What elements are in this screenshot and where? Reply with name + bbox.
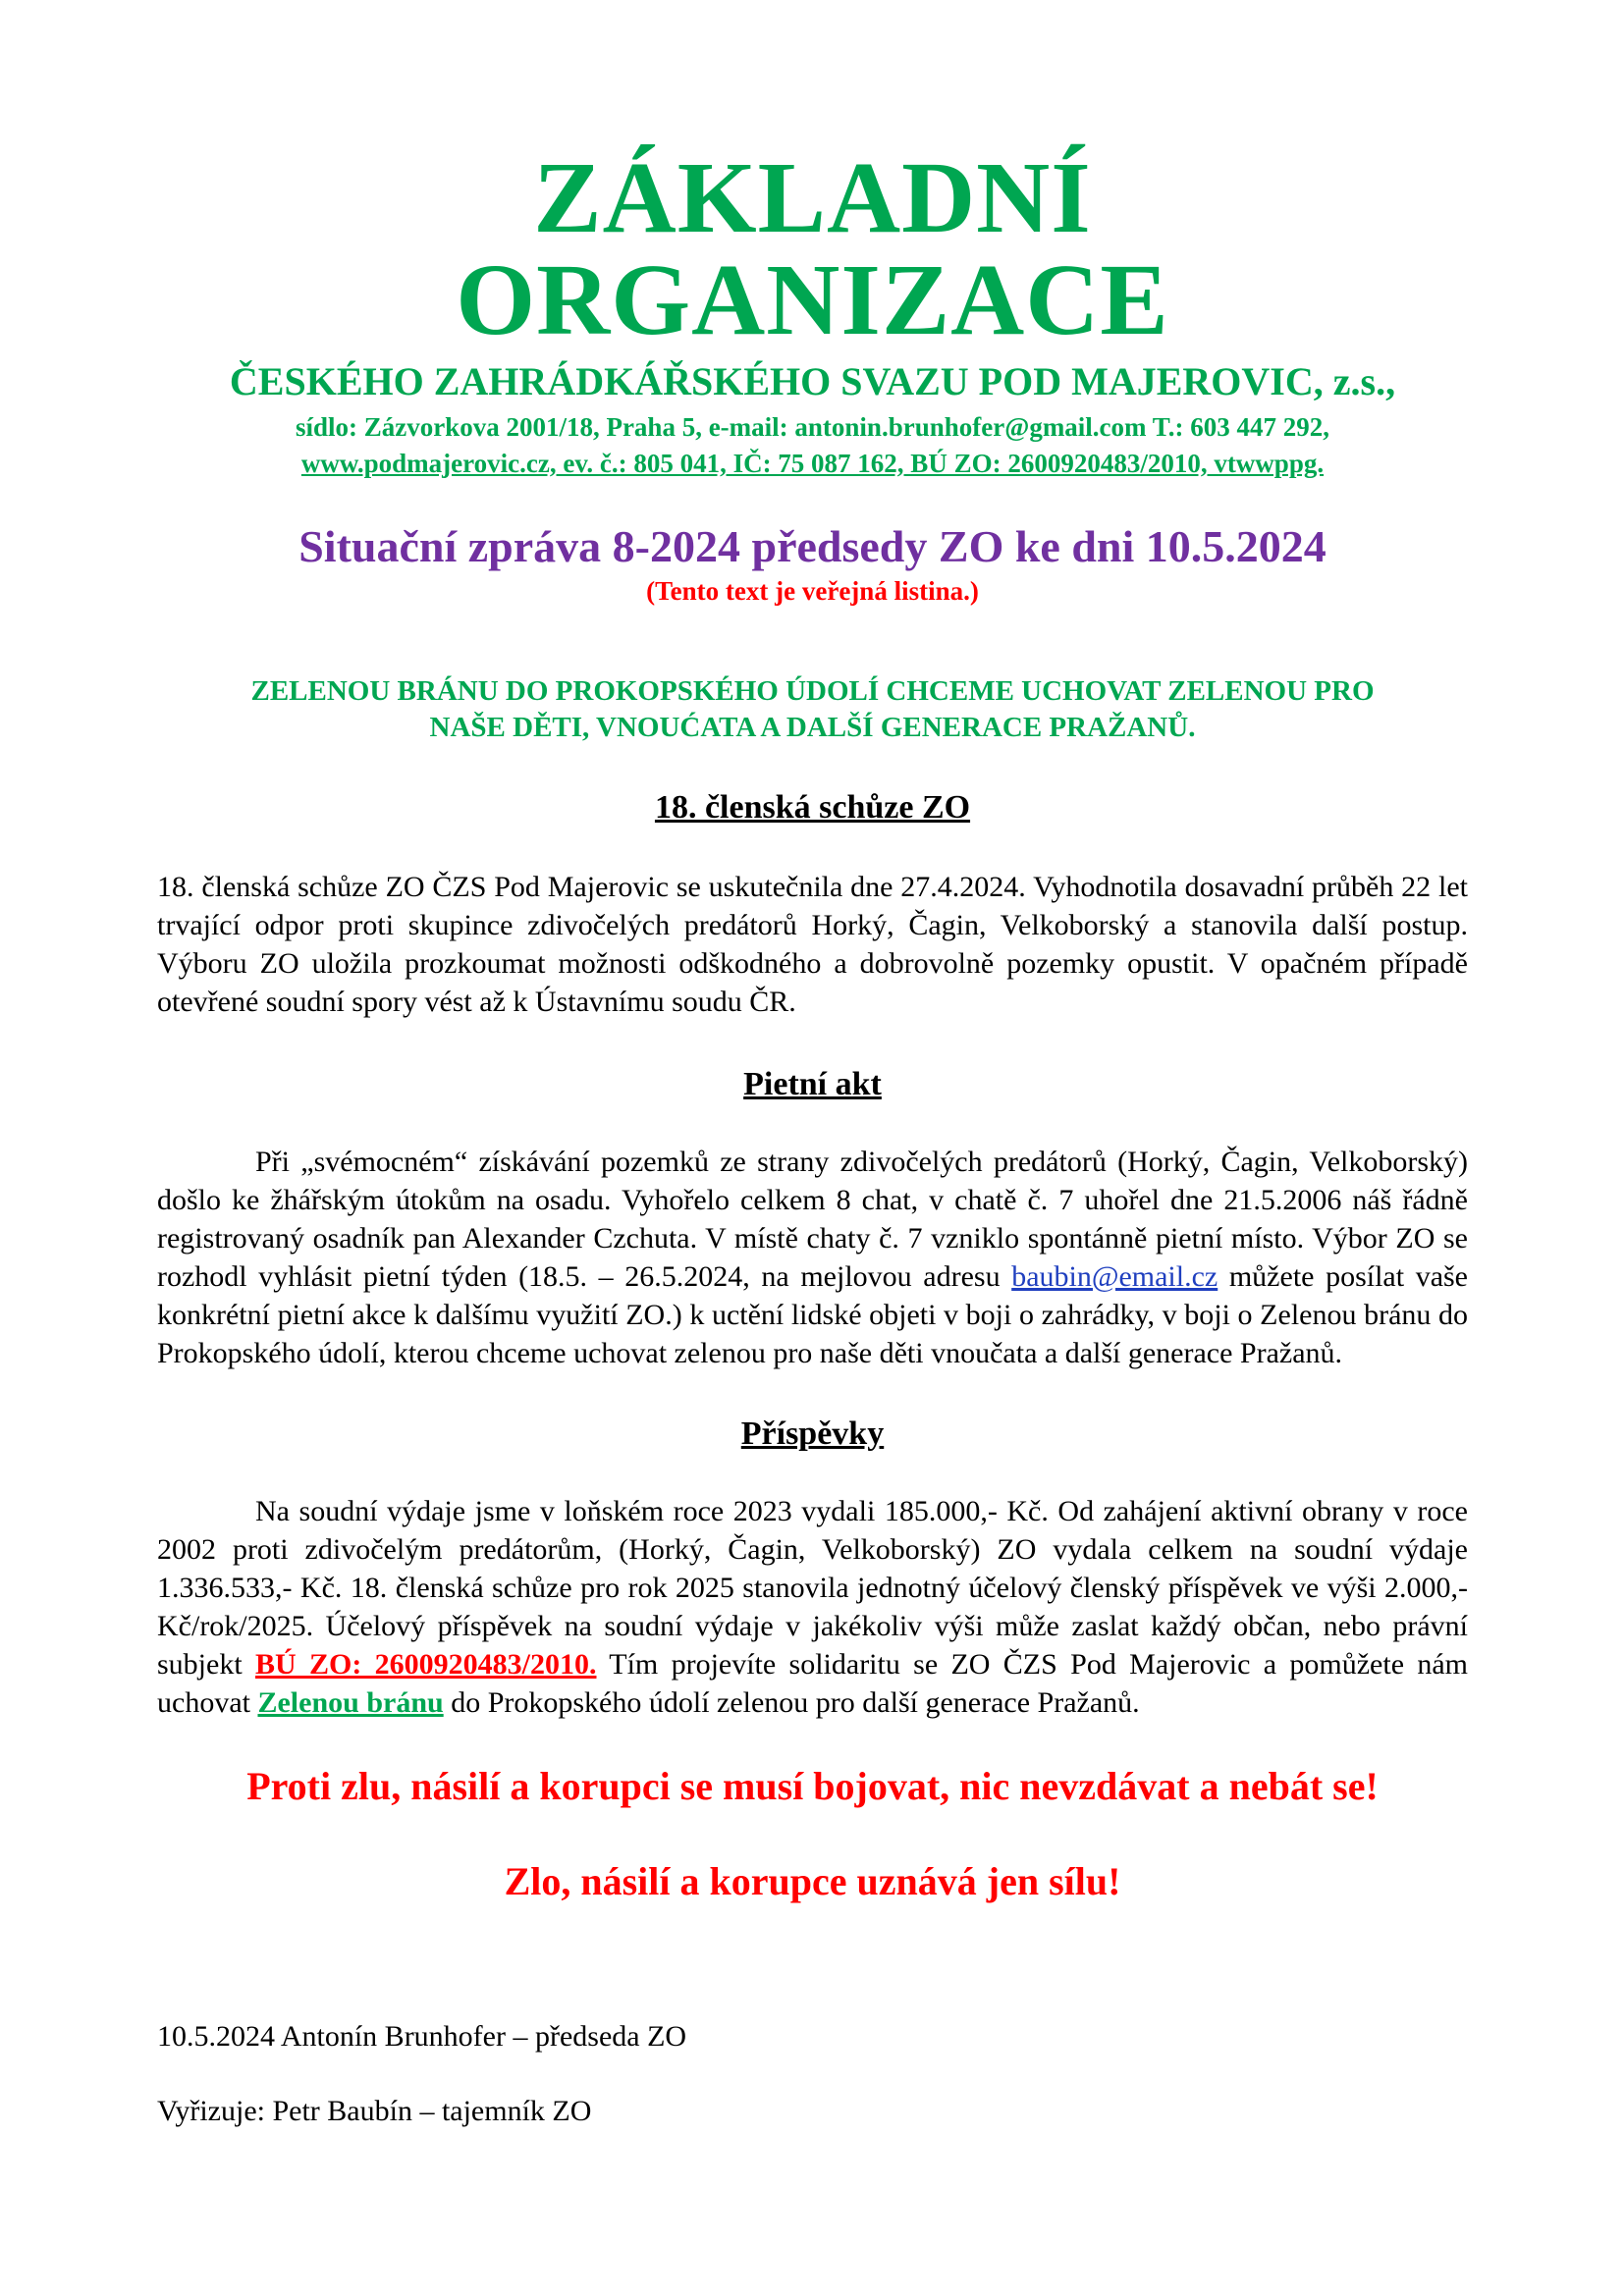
public-document-note: (Tento text je veřejná listina.) bbox=[646, 575, 979, 606]
registry-line-link[interactable]: www.podmajerovic.cz, ev. č.: 805 041, IČ: 75 087 162, BÚ ZO: 2600920483/2010, vtwwppg. bbox=[300, 449, 1325, 479]
contributions-text-before: Na soudní výdaje jsme v loňském roce 2023 vydali 185.000,- Kč. Od zahájení aktivní obrany v roce 2002 proti zdivočelým predátorům, (Horký, Čagin, Velkoborský) ZO vydala celkem na soudní výdaje 1.336.533,- Kč. 18. členská schůze pro rok 2025 stanovila jednotný účelový členský příspěvek ve výši 2.000,- Kč/rok/2025. Účelový příspěvek na soudní výdaje v jakékoliv výši může zaslat každý občan, nebo právní subjekt bbox=[157, 1495, 1468, 1681]
contributions-paragraph bbox=[157, 1492, 1468, 1722]
org-subtitle: ČESKÉHO ZAHRÁDKÁŘSKÉHO SVAZU POD MAJEROVIC, z.s., bbox=[229, 359, 1396, 403]
section-title-memorial: Pietní akt bbox=[743, 1066, 882, 1102]
contact-line: Vyřizuje: Petr Baubín – tajemník ZO bbox=[157, 2095, 592, 2127]
registry-line[interactable] bbox=[157, 447, 1468, 481]
motto bbox=[157, 673, 1468, 746]
green-gate-link[interactable]: Zelenou bránu bbox=[257, 1686, 444, 1719]
slogan-2: Zlo, násilí a korupce uznává jen sílu! bbox=[504, 1859, 1121, 1903]
memorial-text-before: Při „svémocném“ získávání pozemků ze strany zdivočelých predátorů (Horký, Čagin, Velkoborský) došlo ke žhářským útokům na osadu. Vyhořelo celkem 8 chat, v chatě č. 7 uhořel dne 21.5.2006 náš řádně registrovaný osadník pan Alexander Czchuta. V místě chaty č. 7 vzniklo spontánně pietní místo. Výbor ZO se rozhodl vyhlásit pietní týden (18.5. – 26.5.2024, na mejlovou adresu bbox=[157, 1146, 1468, 1293]
contributions-text-middle: Tím projevíte solidaritu se ZO ČZS Pod Majerovic a pomůžete nám uchovat bbox=[157, 1648, 1468, 1719]
signature-date-line: 10.5.2024 Antonín Brunhofer – předseda ZO bbox=[157, 2020, 687, 2053]
memorial-text-after: můžete posílat vaše konkrétní pietní akce k dalšímu využití ZO.) k uctění lidské objeti v boji o zahrádky, v boji o Zelenou bránu do Prokopského údolí, kterou chceme uchovat zelenou pro naše děti vnoučata a další generace Pražanů. bbox=[157, 1260, 1468, 1369]
section-title-meeting: 18. členská schůze ZO bbox=[654, 789, 971, 826]
bank-account: BÚ ZO: 2600920483/2010. bbox=[254, 1648, 597, 1681]
contributions-text-after: do Prokopského údolí zelenou pro další generace Pražanů. bbox=[443, 1686, 1140, 1719]
document-page bbox=[157, 141, 1468, 2128]
slogan-1: Proti zlu, násilí a korupci se musí bojovat, nic nevzdávat a nebát se! bbox=[246, 1764, 1379, 1808]
motto-line-2: NAŠE DĚTI, VNOUĆATA A DALŠÍ GENERACE PRAŽANŮ. bbox=[429, 711, 1196, 743]
address-line: sídlo: Zázvorkova 2001/18, Praha 5, e-mail: antonin.brunhofer@gmail.com T.: 603 447 292, bbox=[295, 412, 1330, 442]
memorial-email-link[interactable]: baubin@email.cz bbox=[1011, 1260, 1218, 1293]
motto-line-1: ZELENOU BRÁNU DO PROKOPSKÉHO ÚDOLÍ CHCEME UCHOVAT ZELENOU PRO bbox=[250, 674, 1375, 707]
memorial-paragraph bbox=[157, 1143, 1468, 1372]
report-title: Situační zpráva 8-2024 předsedy ZO ke dni 10.5.2024 bbox=[298, 521, 1326, 572]
meeting-paragraph: 18. členská schůze ZO ČZS Pod Majerovic se uskutečnila dne 27.4.2024. Vyhodnotila dosavadní průběh 22 let trvající odpor proti skupince zdivočelých predátorů Horký, Čagin, Velkoborský a stanovila další postup. Výboru ZO uložila prozkoumat možnosti odškodného a dobrovolně pozemky opustit. V opačném případě otevřené soudní spory vést až k Ústavnímu soudu ČR. bbox=[157, 871, 1468, 1018]
section-title-contributions: Příspěvky bbox=[740, 1415, 885, 1452]
org-title: ZÁKLADNÍ ORGANIZACE bbox=[456, 141, 1169, 356]
